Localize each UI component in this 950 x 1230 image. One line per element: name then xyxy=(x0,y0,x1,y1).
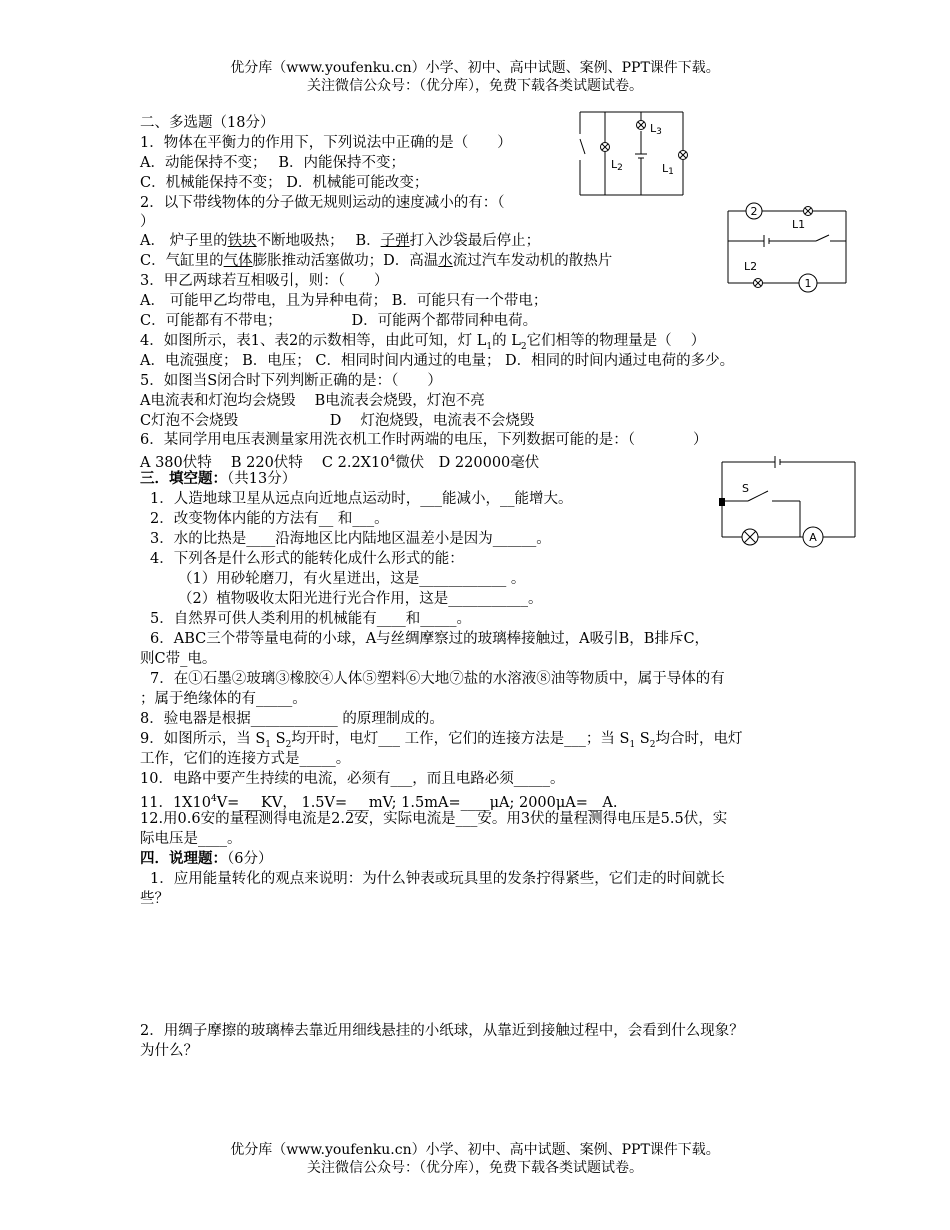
s3-q7: 7．在①石墨②玻璃③橡胶④人体⑤塑料⑥大地⑦盐的水溶液⑧油等物质中，属于导体的有 xyxy=(150,671,725,687)
s2-q2-options-cd: C．气缸里的气体膨胀推动活塞做功；D．高温水流过汽车发动机的散热片 xyxy=(140,253,613,269)
s2-q5-options-ab: A电流表和灯泡均会烧毁 B电流表会烧毁，灯泡不亮 xyxy=(140,393,485,409)
lamp-l1-icon xyxy=(679,151,688,160)
s3-q12: 12.用0.6安的量程测得电流是2.2安，实际电流是___安。用3伏的量程测得电压是5.5伏，实 xyxy=(140,811,728,827)
section3-title: 三．填空题：（共13分） xyxy=(140,470,297,487)
s3-q4-2: （2）植物吸收太阳光进行光合作用，这是___________。 xyxy=(178,591,543,607)
label-switch-s: S xyxy=(742,482,749,495)
label-l1: L1 xyxy=(662,162,674,177)
label-l1: L1 xyxy=(792,218,806,231)
s4-q1-cont: 些？ xyxy=(140,891,169,907)
s3-q1: 1．人造地球卫星从远点向近地点运动时，___能减小，__能增大。 xyxy=(150,491,573,507)
s3-q4-1: （1）用砂轮磨刀，有火星迸出，这是____________ 。 xyxy=(178,571,526,587)
s2-q3-options-cd: C．可能都有不带电； D．可能两个都带同种电荷。 xyxy=(140,313,538,329)
footer-line-2: 关注微信公众号：（优分库），免费下载各类试题试卷。 xyxy=(307,1160,643,1176)
lamp-l1-icon xyxy=(804,207,813,216)
s2-q2: 2．以下带线物体的分子做无规则运动的速度减小的有：（ xyxy=(140,195,505,211)
section2-title: 二、多选题（18分） xyxy=(140,115,275,131)
s3-q5: 5．自然界可供人类利用的机械能有____和_____。 xyxy=(150,611,471,627)
s2-q2-cont: ） xyxy=(140,214,155,230)
s3-q3: 3．水的比热是____沿海地区比内陆地区温差小是因为______。 xyxy=(150,531,551,547)
s3-q4: 4．下列各是什么形式的能转化成什么形式的能： xyxy=(150,551,464,567)
s2-q5: 5．如图当S闭合时下列判断正确的是：（ ） xyxy=(140,373,442,389)
s3-q12-cont: 际电压是____。 xyxy=(140,831,242,847)
label-l2: L2 xyxy=(611,158,623,173)
s2-q1-options-ab: A．动能保持不变； B．内能保持不变； xyxy=(140,155,405,171)
label-l3: L3 xyxy=(650,122,662,137)
ammeter-icon xyxy=(803,527,823,547)
lamp-l2-icon xyxy=(754,279,763,288)
section4-title: 四．说理题：（6分） xyxy=(140,850,273,867)
s4-q2: 2．用绸子摩擦的玻璃棒去靠近用细线悬挂的小纸球，从靠近到接触过程中，会看到什么现象？ xyxy=(140,1023,744,1039)
s2-q6-options: A 380伏特 B 220伏特 C $2.2X10^4$微伏 D 220000毫伏 xyxy=(140,454,540,471)
s4-q1: 1．应用能量转化的观点来说明：为什么钟表或玩具里的发条拧得紧些，它们走的时间就长 xyxy=(150,871,725,887)
meter-2-icon xyxy=(746,203,762,219)
s3-q10: 10．电路中要产生持续的电流，必须有___，而且电路必须_____。 xyxy=(140,771,565,787)
footer-line-1: 优分库（www.youfenku.cn）小学、初中、高中试题、案例、PPT课件下载。 xyxy=(230,1142,720,1158)
s2-q1: 1．物体在平衡力的作用下，下列说法中正确的是（ ） xyxy=(140,135,512,151)
s3-q6-cont: 则C带_电。 xyxy=(140,651,217,667)
header-line-2: 关注微信公众号：（优分库），免费下载各类试题试卷。 xyxy=(307,78,643,94)
svg-text:1: 1 xyxy=(804,277,812,290)
meter-1-icon xyxy=(799,274,817,292)
s2-q3-options-ab: A． 可能甲乙均带电，且为异种电荷； B．可能只有一个带电； xyxy=(140,293,548,309)
s3-q6: 6．ABC三个带等量电荷的小球，A与丝绸摩察过的玻璃棒接触过，A吸引B，B排斥C， xyxy=(150,631,710,647)
svg-text:2: 2 xyxy=(750,205,758,218)
header-line-1: 优分库（www.youfenku.cn）小学、初中、高中试题、案例、PPT课件下载。 xyxy=(230,60,720,76)
s2-q1-options-cd: C．机械能保持不变； D．机械能可能改变； xyxy=(140,175,429,191)
circuit-diagram-2 xyxy=(726,203,850,291)
svg-text:A: A xyxy=(809,531,817,544)
s2-q4-options: A．电流强度； B．电压； C．相同时间内通过的电量； D．相同的时间内通过电荷的多少。 xyxy=(140,353,735,369)
s2-q5-options-cd: C灯泡不会烧毁 D 灯泡烧毁，电流表不会烧毁 xyxy=(140,413,535,429)
s2-q3: 3．甲乙两球若互相吸引，则：（ ） xyxy=(140,273,389,289)
s3-q9-cont: 工作，它们的连接方式是_____。 xyxy=(140,751,351,767)
s3-q11: 11．$1X10^4V=\_\_\_KV$， 1.5V=___mV; 1.5mA=____μA; 2000μA=__A. xyxy=(140,794,618,811)
s3-q7-cont: ；属于绝缘体的有_____。 xyxy=(140,691,307,707)
s3-q8: 8．验电器是根据____________ 的原理制成的。 xyxy=(140,711,444,727)
label-l2: L2 xyxy=(744,260,758,273)
s3-q2: 2．改变物体内能的方法有__ 和___。 xyxy=(150,511,389,527)
s2-q6: 6．某同学用电压表测量家用洗衣机工作时两端的电压，下列数据可能的是：（ ） xyxy=(140,432,708,448)
s4-q2-cont: 为什么？ xyxy=(140,1043,198,1059)
s3-q9: 9．如图所示，当 $S_1$ $S_2$均开时，电灯___ 工作，它们的连接方法是___；当 $S_1$ $S_2$均合时，电灯 xyxy=(140,731,743,750)
circuit-diagram-3 xyxy=(718,455,860,550)
lamp-l3-icon xyxy=(637,121,646,130)
lamp-l2-icon xyxy=(601,143,610,152)
s2-q4: 4．如图所示，表1、表2的示数相等，由此可知，灯 $L_1$的 $L_2$它们相等的物理量是（ ） xyxy=(140,333,706,352)
circuit-diagram-1 xyxy=(578,110,688,198)
s2-q2-options-ab: A． 炉子里的铁块不断地吸热； B．子弹打入沙袋最后停止； xyxy=(140,233,541,249)
lamp-icon xyxy=(742,529,758,545)
